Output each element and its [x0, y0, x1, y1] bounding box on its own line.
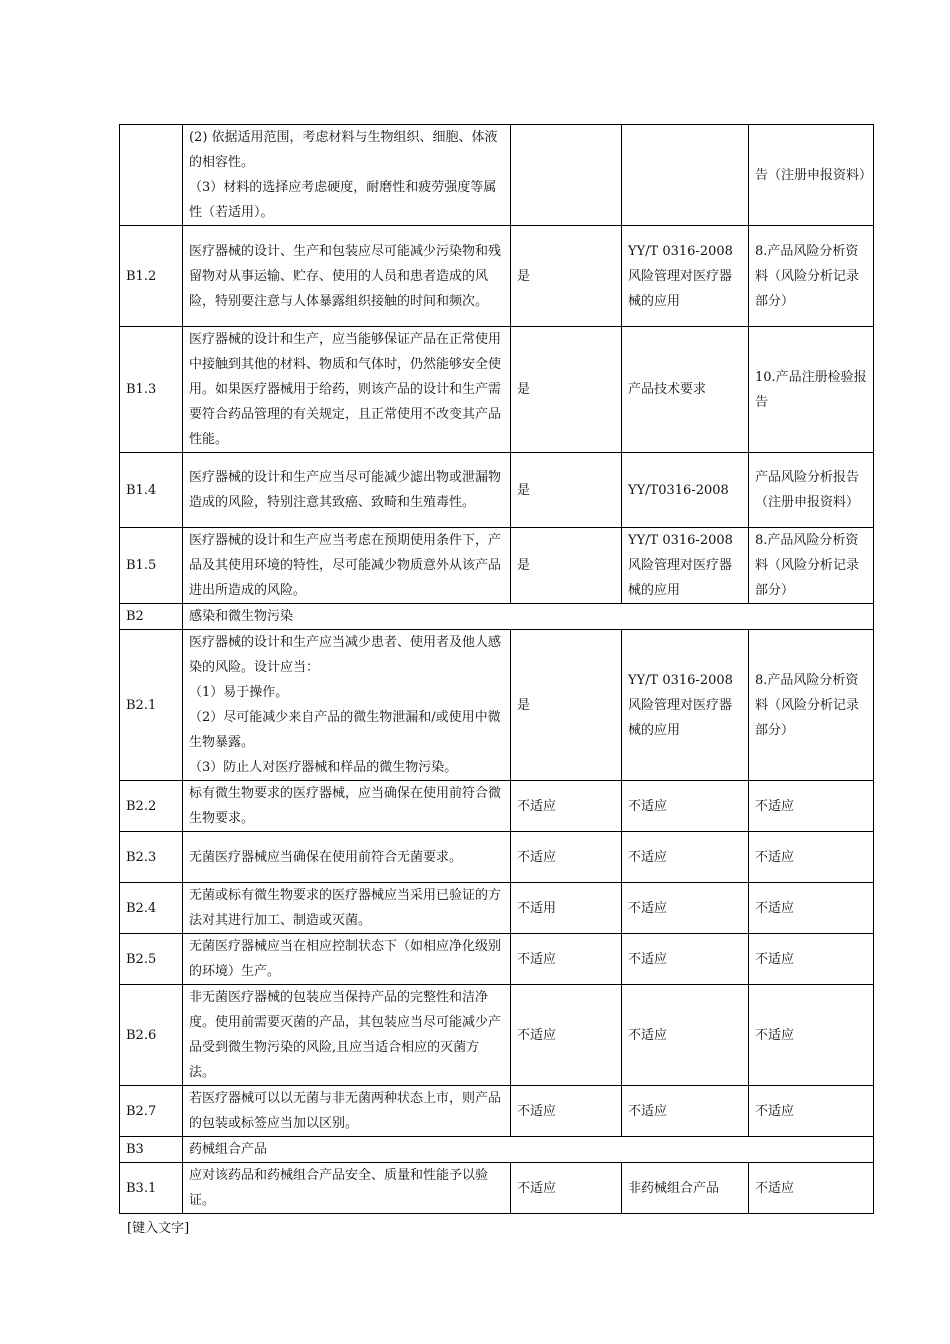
table-row [120, 630, 874, 781]
applicable-cell: 是 [511, 630, 622, 781]
requirement-cell [183, 327, 511, 453]
applicable-cell: 是 [511, 453, 622, 528]
clause-code-cell: B2 [120, 604, 183, 630]
clause-code-cell: B1.3 [120, 327, 183, 453]
requirement-text: 医疗器械的设计、生产和包装应尽可能减少污染物和残留物对从事运输、贮存、使用的人员和患者造成的风险，特别要注意与人体暴露组织接触的时间和频次。 [189, 243, 502, 309]
evidence-cell: 不适应 [749, 1086, 874, 1137]
requirement-text: （1）易于操作。 [189, 685, 289, 700]
method-cell: 不适应 [622, 781, 749, 832]
evidence-cell: 不适应 [749, 781, 874, 832]
applicable-cell: 不适应 [511, 1163, 622, 1214]
evidence-cell: 不适应 [749, 883, 874, 934]
clause-code-cell: B2.4 [120, 883, 183, 934]
requirement-cell [183, 1163, 511, 1214]
requirement-cell [183, 781, 511, 832]
requirement-text: 医疗器械的设计和生产，应当能够保证产品在正常使用中接触到其他的材料、物质和气体时，仍然能够安全使用。如果医疗器械用于给药，则该产品的设计和生产需要符合药品管理的有关规定，且正常使用不改变其产品性能。 [189, 332, 502, 447]
section-title-cell: 感染和微生物污染 [183, 604, 874, 630]
clause-code-cell: B2.3 [120, 832, 183, 883]
evidence-cell: 不适应 [749, 934, 874, 985]
applicable-cell: 不适用 [511, 883, 622, 934]
requirement-cell [183, 1086, 511, 1137]
table-row [120, 985, 874, 1086]
requirement-text: 标有微生物要求的医疗器械，应当确保在使用前符合微生物要求。 [189, 786, 502, 826]
table-row [120, 832, 874, 883]
method-cell: 不适应 [622, 985, 749, 1086]
clause-code-cell: B2.2 [120, 781, 183, 832]
evidence-cell: 10.产品注册检验报告 [749, 327, 874, 453]
clause-code-cell: B3.1 [120, 1163, 183, 1214]
requirement-text: 非无菌医疗器械的包装应当保持产品的完整性和洁净度。使用前需要灭菌的产品，其包装应当尽可能减少产品受到微生物污染的风险,且应当适合相应的灭菌方法。 [189, 990, 502, 1080]
method-cell: YY/T 0316-2008 风险管理对医疗器械的应用 [622, 528, 749, 604]
clause-code-cell: B2.1 [120, 630, 183, 781]
table-row [120, 1086, 874, 1137]
requirement-cell [183, 453, 511, 528]
requirement-cell [183, 985, 511, 1086]
method-cell: YY/T 0316-2008 风险管理对医疗器械的应用 [622, 630, 749, 781]
requirement-cell [183, 226, 511, 327]
requirement-text: （2）尽可能减少来自产品的微生物泄漏和/或使用中微生物暴露。 [189, 710, 501, 750]
clause-code-cell: B1.4 [120, 453, 183, 528]
method-cell [622, 125, 749, 226]
requirement-cell [183, 528, 511, 604]
requirement-text: 医疗器械的设计和生产应当尽可能减少滤出物或泄漏物造成的风险，特别注意其致癌、致畸和生殖毒性。 [189, 470, 502, 510]
method-cell: 不适应 [622, 832, 749, 883]
table-row [120, 934, 874, 985]
clause-code-cell: B2.7 [120, 1086, 183, 1137]
table-row [120, 453, 874, 528]
requirement-text: 医疗器械的设计和生产应当考虑在预期使用条件下，产品及其使用环境的特性，尽可能减少物质意外从该产品进出所造成的风险。 [189, 533, 502, 598]
requirement-cell [183, 630, 511, 781]
applicable-cell: 是 [511, 226, 622, 327]
requirement-cell [183, 125, 511, 226]
section-row [120, 604, 874, 630]
evidence-cell: 不适应 [749, 1163, 874, 1214]
evidence-cell: 不适应 [749, 832, 874, 883]
method-cell: 产品技术要求 [622, 327, 749, 453]
applicable-cell: 是 [511, 327, 622, 453]
applicable-cell: 不适应 [511, 934, 622, 985]
table-row [120, 528, 874, 604]
table-body [120, 125, 874, 1214]
requirements-table [119, 124, 874, 1214]
requirement-cell [183, 832, 511, 883]
method-cell: 不适应 [622, 883, 749, 934]
method-cell: 非药械组合产品 [622, 1163, 749, 1214]
requirement-text: 无菌或标有微生物要求的医疗器械应当采用已验证的方法对其进行加工、制造或灭菌。 [189, 888, 502, 928]
requirement-text: （3）防止人对医疗器械和样品的微生物污染。 [189, 760, 458, 775]
requirement-text: (2) 依据适用范围，考虑材料与生物组织、细胞、体液的相容性。 [189, 130, 498, 170]
evidence-cell: 8.产品风险分析资料（风险分析记录部分） [749, 528, 874, 604]
requirement-cell [183, 934, 511, 985]
clause-code-cell: B1.5 [120, 528, 183, 604]
method-cell: YY/T 0316-2008 风险管理对医疗器械的应用 [622, 226, 749, 327]
clause-code-cell [120, 125, 183, 226]
section-row [120, 1137, 874, 1163]
table-row [120, 327, 874, 453]
evidence-cell: 8.产品风险分析资料（风险分析记录部分） [749, 630, 874, 781]
requirement-text: （3）材料的选择应考虑硬度，耐磨性和疲劳强度等属性（若适用）。 [189, 180, 497, 220]
requirement-cell [183, 883, 511, 934]
requirement-text: 无菌医疗器械应当在相应控制状态下（如相应净化级别的环境）生产。 [189, 939, 502, 979]
applicable-cell: 不适应 [511, 781, 622, 832]
section-title-cell: 药械组合产品 [183, 1137, 874, 1163]
clause-code-cell: B2.5 [120, 934, 183, 985]
applicable-cell: 不适应 [511, 832, 622, 883]
table-row [120, 883, 874, 934]
applicable-cell [511, 125, 622, 226]
requirement-text: 应对该药品和药械组合产品安全、质量和性能予以验证。 [189, 1168, 489, 1208]
applicable-cell: 是 [511, 528, 622, 604]
footer-placeholder: [键入文字] [127, 1221, 190, 1236]
table-row [120, 226, 874, 327]
clause-code-cell: B1.2 [120, 226, 183, 327]
clause-code-cell: B2.6 [120, 985, 183, 1086]
table-row [120, 781, 874, 832]
applicable-cell: 不适应 [511, 985, 622, 1086]
requirement-text: 若医疗器械可以以无菌与非无菌两种状态上市，则产品的包装或标签应当加以区别。 [189, 1091, 502, 1131]
method-cell: 不适应 [622, 1086, 749, 1137]
evidence-cell: 不适应 [749, 985, 874, 1086]
evidence-cell: 告（注册申报资料） [749, 125, 874, 226]
evidence-cell: 8.产品风险分析资料（风险分析记录部分） [749, 226, 874, 327]
method-cell: 不适应 [622, 934, 749, 985]
table-row [120, 1163, 874, 1214]
applicable-cell: 不适应 [511, 1086, 622, 1137]
method-cell: YY/T0316-2008 [622, 453, 749, 528]
evidence-cell: 产品风险分析报告（注册申报资料） [749, 453, 874, 528]
requirement-text: 无菌医疗器械应当确保在使用前符合无菌要求。 [189, 849, 463, 865]
clause-code-cell: B3 [120, 1137, 183, 1163]
table-row [120, 125, 874, 226]
requirement-text: 医疗器械的设计和生产应当减少患者、使用者及他人感染的风险。设计应当： [189, 635, 502, 675]
